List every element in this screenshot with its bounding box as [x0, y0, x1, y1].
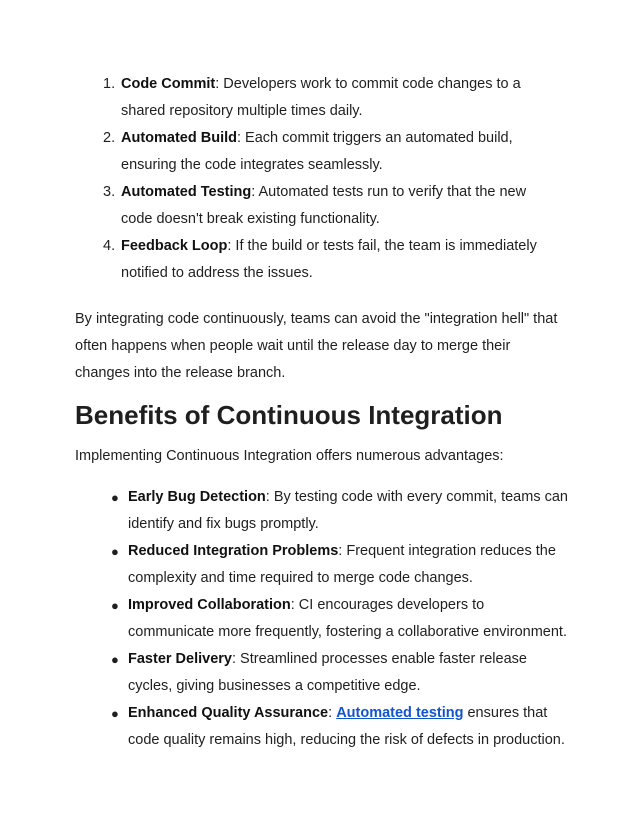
section-heading: Benefits of Continuous Integration [75, 400, 503, 430]
benefit-text: : Frequent integration reduces the complexity and time required to merge code changes. [128, 543, 556, 586]
benefit-title: Early Bug Detection [128, 489, 266, 505]
list-item [0, 71, 561, 125]
list-item [0, 179, 561, 233]
step-title: Feedback Loop [121, 238, 228, 254]
benefit-title: Faster Delivery [128, 651, 232, 667]
bullet-icon: ● [111, 652, 119, 667]
list-item [0, 592, 568, 646]
benefit-text: : Streamlined processes enable faster release cycles, giving businesses a competitive edge. [128, 651, 527, 694]
list-item [0, 484, 568, 538]
step-title: Code Commit [121, 76, 216, 92]
list-item [0, 538, 568, 592]
step-text: : If the build or tests fail, the team is immediately notified to address the issues. [121, 238, 537, 281]
step-text: : Each commit triggers an automated build, ensuring the code integrates seamlessly. [121, 130, 513, 173]
benefit-text: ensures that code quality remains high, reducing the risk of defects in production. [128, 705, 565, 748]
benefit-text: : By testing code with every commit, teams can identify and fix bugs promptly. [128, 489, 568, 532]
list-item [0, 700, 568, 754]
list-item [0, 233, 561, 287]
list-number: 4. [103, 238, 116, 254]
bullet-icon: ● [111, 490, 119, 505]
step-title: Automated Testing [121, 184, 252, 200]
step-title: Automated Build [121, 130, 237, 146]
bullet-icon: ● [111, 544, 119, 559]
intro-paragraph: By integrating code continuously, teams can avoid the "integration hell" that often happens when people wait until the release day to merge their changes into the release branch. [75, 311, 558, 381]
bullet-icon: ● [111, 706, 119, 721]
step-text: : Automated tests run to verify that the new code doesn't break existing functionality. [121, 184, 527, 227]
bullet-icon: ● [111, 598, 119, 613]
automated-testing-link[interactable]: Automated testing [336, 705, 464, 721]
list-number: 2. [103, 130, 116, 146]
list-item [0, 646, 568, 700]
benefit-separator: : [328, 705, 337, 721]
benefit-title: Reduced Integration Problems [128, 543, 339, 559]
benefit-title: Enhanced Quality Assurance [128, 705, 329, 721]
ci-steps-list [0, 71, 638, 287]
benefits-list [0, 484, 638, 754]
benefit-title: Improved Collaboration [128, 597, 291, 613]
list-number: 3. [103, 184, 116, 200]
section-lead: Implementing Continuous Integration offers numerous advantages: [75, 448, 504, 464]
list-number: 1. [103, 76, 116, 92]
step-text: : Developers work to commit code changes to a shared repository multiple times daily. [121, 76, 521, 119]
list-item [0, 125, 561, 179]
benefit-text: : CI encourages developers to communicate more frequently, fostering a collaborative environment. [128, 597, 567, 640]
